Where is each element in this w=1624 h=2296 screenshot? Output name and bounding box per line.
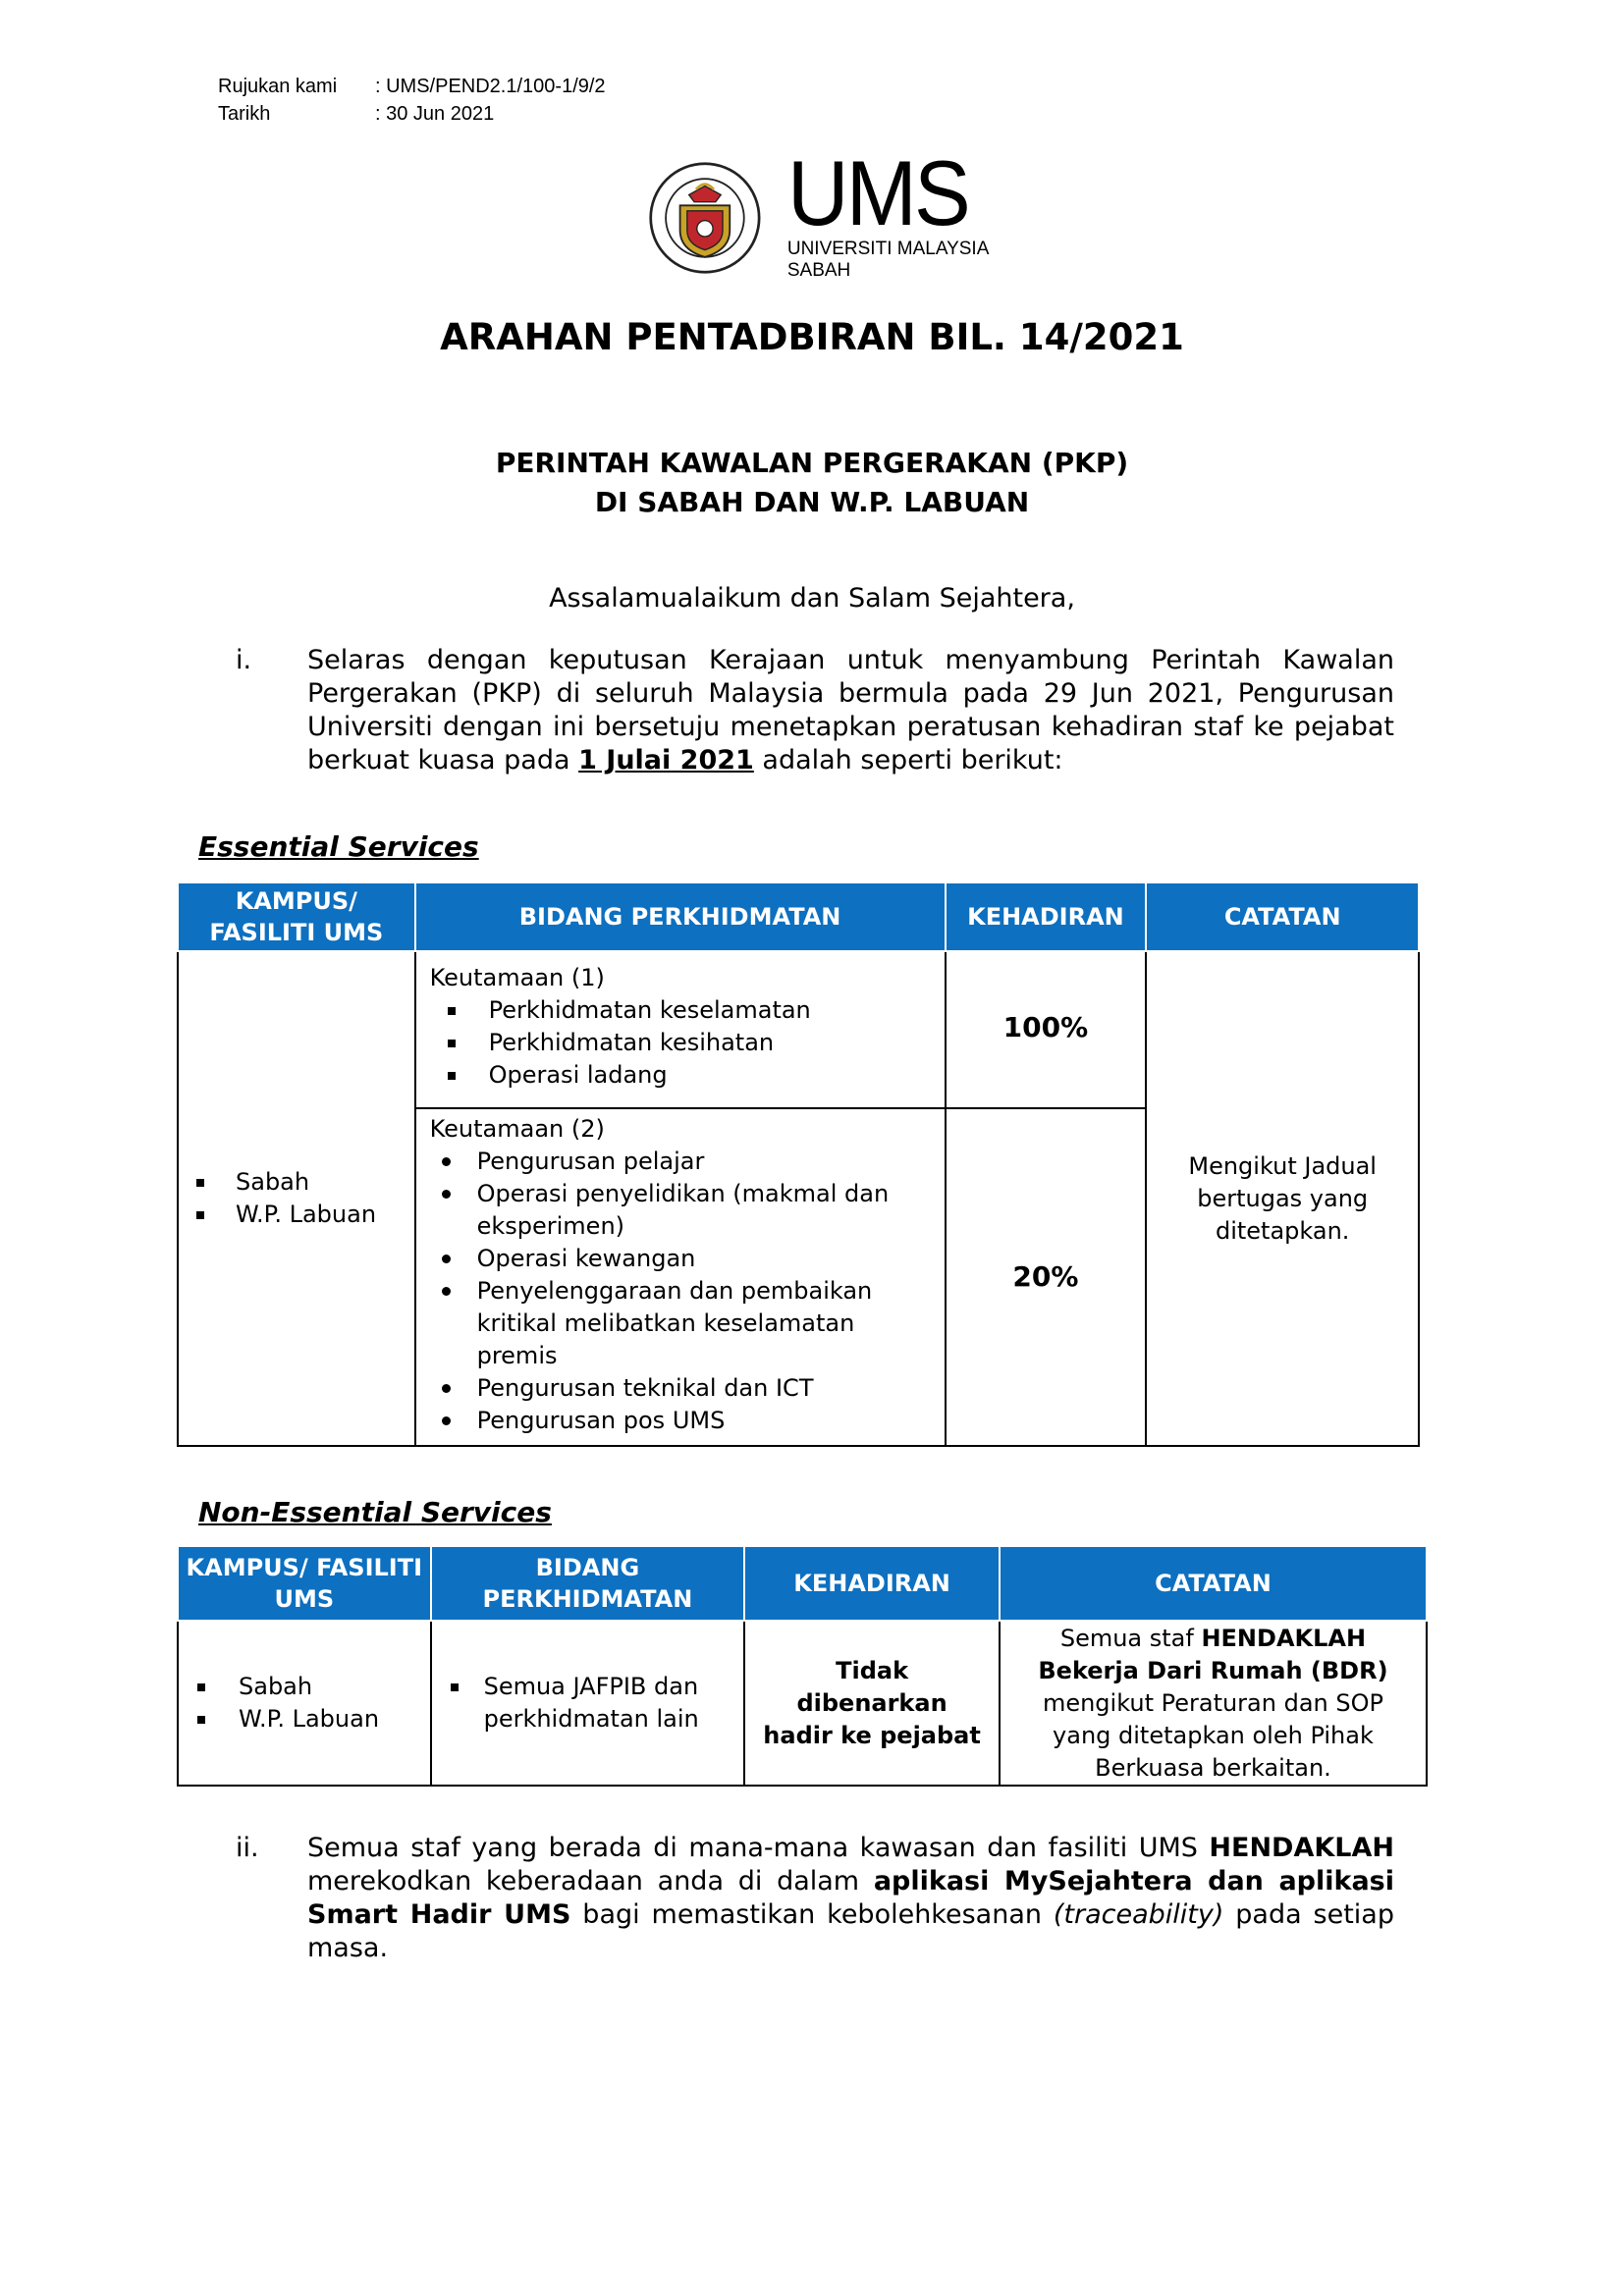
document-title: ARAHAN PENTADBIRAN BIL. 14/2021 <box>440 316 1184 358</box>
service-item: Pengurusan pos UMS <box>430 1405 933 1437</box>
paragraph-1 <box>236 644 1394 777</box>
ums-seal-icon <box>648 155 762 281</box>
column-header: BIDANG PERKHIDMATAN <box>431 1546 745 1621</box>
priority-1-cell <box>415 951 946 1108</box>
subtitle-line-2: DI SABAH DAN W.P. LABUAN <box>594 486 1030 518</box>
campus-cell <box>178 951 415 1446</box>
campus-item: W.P. Labuan <box>180 1703 429 1735</box>
note-emphasis: HENDAKLAH Bekerja Dari Rumah (BDR) <box>1038 1624 1388 1684</box>
paragraph-2 <box>236 1832 1394 1965</box>
emphasis-text: HENDAKLAH <box>1209 1833 1394 1863</box>
paragraph-number: i. <box>236 645 252 675</box>
paragraph-text: Semua staf yang berada di mana-mana kawasan dan fasiliti UMS <box>307 1833 1210 1863</box>
column-header: KAMPUS/ FASILITI UMS <box>178 882 415 951</box>
campus-cell <box>178 1621 431 1786</box>
priority-1-title: Keutamaan (1) <box>429 964 605 991</box>
service-item: Pengurusan teknikal dan ICT <box>430 1372 933 1405</box>
essential-services-heading: Essential Services <box>198 830 479 863</box>
paragraph-text: adalah seperti berikut: <box>753 745 1063 775</box>
service-item: Perkhidmatan keselamatan <box>430 994 933 1027</box>
attendance-cell <box>946 1108 1147 1446</box>
logo-subtitle: UNIVERSITI MALAYSIA SABAH <box>786 239 989 281</box>
app-names: aplikasi MySejahtera dan aplikasi Smart Hadir UMS <box>307 1866 1394 1930</box>
service-item: Semua JAFPIB dan perkhidmatan lain <box>433 1671 734 1735</box>
service-item: Perkhidmatan kesihatan <box>430 1027 933 1059</box>
greeting: Assalamualaikum dan Salam Sejahtera, <box>549 583 1075 614</box>
non-essential-services-heading: Non-Essential Services <box>198 1496 552 1528</box>
service-cell <box>431 1621 745 1786</box>
note-text: mengikut Peraturan dan SOP yang ditetapkan oleh Pihak Berkuasa berkaitan. <box>1042 1688 1383 1782</box>
date-label: Tarikh <box>218 103 271 125</box>
logo-wordmark: UMS <box>786 141 968 244</box>
service-item: Pengurusan pelajar <box>430 1146 933 1178</box>
essential-services-table <box>177 881 1420 1447</box>
column-header: BIDANG PERKHIDMATAN <box>415 882 946 951</box>
service-item: Operasi kewangan <box>430 1243 933 1275</box>
non-essential-services-table <box>177 1545 1428 1787</box>
campus-item: Sabah <box>180 1671 429 1703</box>
reference-block <box>218 73 606 128</box>
ref-label: Rujukan kami <box>218 76 338 97</box>
note-text: Semua staf <box>1059 1624 1202 1652</box>
column-header: CATATAN <box>1146 882 1419 951</box>
paragraph-text: bagi memastikan kebolehkesanan <box>570 1899 1054 1930</box>
note-cell <box>1146 951 1419 1446</box>
column-header: KEHADIRAN <box>744 1546 1000 1621</box>
traceability-term: (traceability) <box>1053 1899 1224 1930</box>
paragraph-number: ii. <box>236 1833 259 1863</box>
priority-2-title: Keutamaan (2) <box>429 1115 605 1143</box>
campus-item: Sabah <box>179 1166 414 1199</box>
attendance-cell <box>946 951 1147 1108</box>
paragraph-text: pada setiap masa. <box>307 1899 1394 1963</box>
ums-logo <box>648 141 1031 281</box>
effective-date: 1 Julai 2021 <box>578 745 754 775</box>
attendance-cell <box>744 1621 1000 1786</box>
service-item: Operasi penyelidikan (makmal dan eksperimen) <box>430 1178 933 1243</box>
document-subtitle <box>0 444 1624 522</box>
paragraph-text: merekodkan keberadaan anda di dalam <box>307 1866 874 1896</box>
column-header: CATATAN <box>1000 1546 1427 1621</box>
service-item: Operasi ladang <box>430 1059 933 1092</box>
attendance-100: 100% <box>1002 1011 1089 1043</box>
date-value: : 30 Jun 2021 <box>375 103 495 125</box>
note-text: Mengikut Jadual bertugas yang ditetapkan. <box>1188 1151 1377 1245</box>
column-header: KAMPUS/ FASILITI UMS <box>178 1546 431 1621</box>
ref-value: : UMS/PEND2.1/100-1/9/2 <box>375 76 606 97</box>
service-item: Penyelenggaraan dan pembaikan kritikal melibatkan keselamatan premis <box>430 1275 933 1372</box>
priority-2-cell <box>415 1108 946 1446</box>
column-header: KEHADIRAN <box>946 882 1147 951</box>
paragraph-text: Selaras dengan keputusan Kerajaan untuk menyambung Perintah Kawalan Pergerakan (PKP) di seluruh Malaysia bermula pada 29 Jun 2021, Pengurusan Universiti dengan ini bersetuju menetapkan peratusan kehadiran staf ke pejabat berkuat kuasa pada <box>307 645 1394 775</box>
note-cell <box>1000 1621 1427 1786</box>
attendance-text: Tidak dibenarkan hadir ke pejabat <box>763 1656 981 1749</box>
attendance-20: 20% <box>1012 1259 1079 1293</box>
campus-item: W.P. Labuan <box>179 1199 414 1231</box>
subtitle-line-1: PERINTAH KAWALAN PERGERAKAN (PKP) <box>495 447 1129 479</box>
